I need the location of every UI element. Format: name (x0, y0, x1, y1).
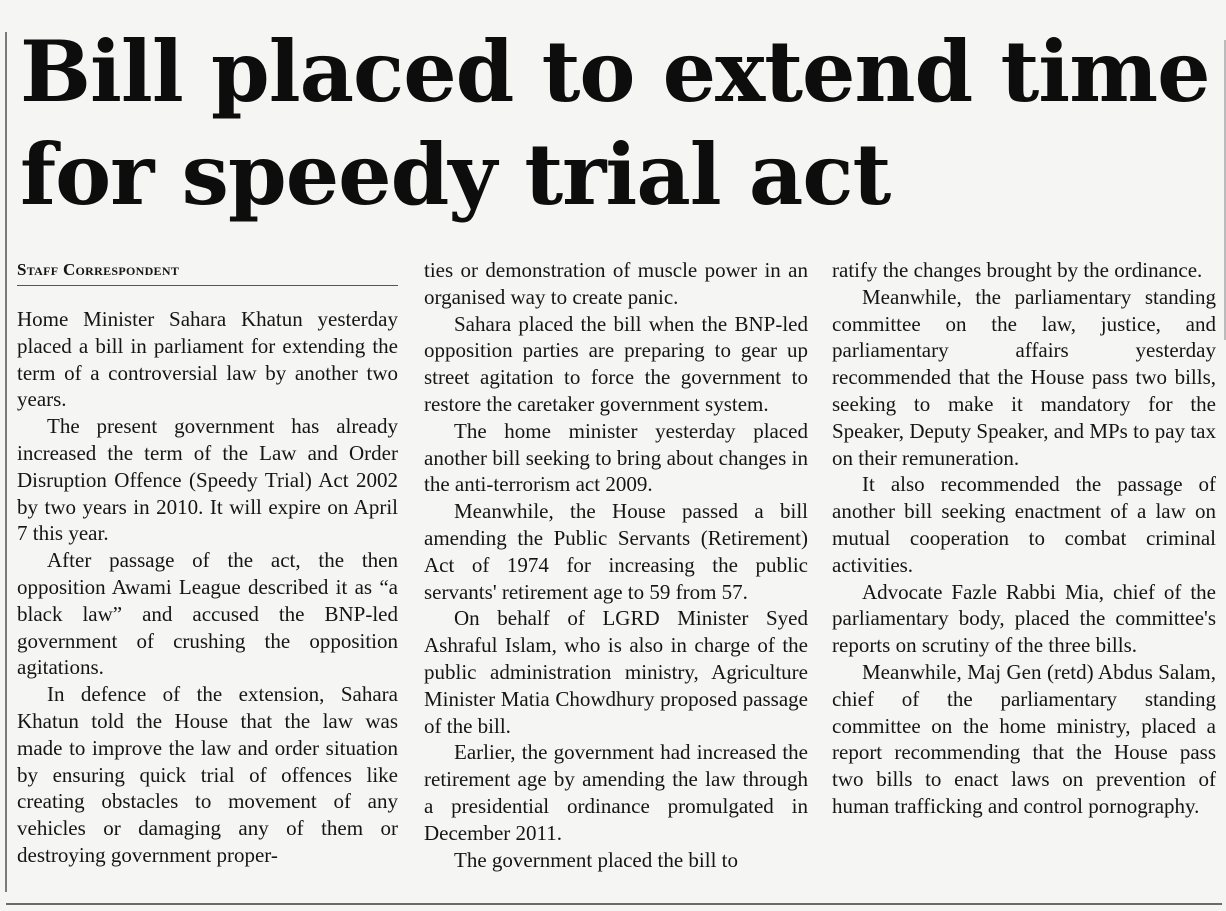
paragraph: In defence of the extension, Sahara Khatun told the House that the law was made to improve the law and order situation by ensuring quick trial of offences like creating obstacles to movement of any vehicles or damaging any of them or destroying government proper- (17, 682, 398, 867)
paragraph: It also recommended the passage of another bill seeking enactment of a law on mutual cooperation to combat criminal activities. (832, 472, 1216, 577)
paragraph: Home Minister Sahara Khatun yesterday placed a bill in parliament for extending the term of a controversial law by another two years. (17, 307, 398, 412)
bottom-rule (6, 903, 1222, 905)
paragraph: The government placed the bill to (454, 847, 738, 872)
article-column-3 (832, 257, 1216, 820)
paragraph: The present government has already increased the term of the Law and Order Disruption Offence (Speedy Trial) Act 2002 by two years in 2010. It will expire on April 7 this year. (17, 414, 398, 546)
headline-line-2: for speedy trial act (20, 125, 891, 224)
paragraph-continued: ratify the changes brought by the ordinance. (832, 258, 1203, 282)
paragraph: On behalf of LGRD Minister Syed Ashraful Islam, who is also in charge of the public administration ministry, Agriculture Minister Matia Chowdhury proposed passage of the bill. (424, 606, 808, 738)
paragraph: Advocate Fazle Rabbi Mia, chief of the parliamentary body, placed the committee's reports on scrutiny of the three bills. (832, 579, 1216, 658)
article-column-2 (424, 257, 808, 873)
paragraph-continued: ties or demonstration of muscle power in an organised way to create panic. (424, 258, 808, 309)
headline-line-1: Bill placed to extend time (20, 22, 1210, 121)
paragraph: Earlier, the government had increased the retirement age by amending the law through a presidential ordinance promulgated in December 2011. (424, 740, 808, 845)
paragraph: Sahara placed the bill when the BNP-led opposition parties are preparing to gear up street agitation to force the government to restore the caretaker government system. (424, 311, 808, 416)
left-column-rule (5, 32, 7, 892)
article-column-1 (17, 257, 398, 869)
paragraph: After passage of the act, the then opposition Awami League described it as “a black law” and accused the BNP-led government of crushing the opposition agitations. (17, 548, 398, 680)
byline-rule (17, 285, 398, 286)
headline (20, 20, 1220, 226)
paragraph: The home minister yesterday placed another bill seeking to bring about changes in the anti-terrorism act 2009. (424, 418, 808, 497)
byline: Staff Correspondent (17, 260, 180, 279)
paragraph: Meanwhile, Maj Gen (retd) Abdus Salam, chief of the parliamentary standing committee on the home ministry, placed a report recommending that the House pass two bills to enact laws on prevention of human trafficking and control pornography. (832, 659, 1216, 818)
paragraph: Meanwhile, the House passed a bill amending the Public Servants (Retirement) Act of 1974 for increasing the public servants' retirement age to 59 from 57. (424, 499, 808, 604)
paragraph: Meanwhile, the parliamentary standing committee on the law, justice, and parliamentary affairs yesterday recommended that the House pass two bills, seeking to make it mandatory for the Speaker, Deputy Speaker, and MPs to pay tax on their remuneration. (832, 284, 1216, 470)
